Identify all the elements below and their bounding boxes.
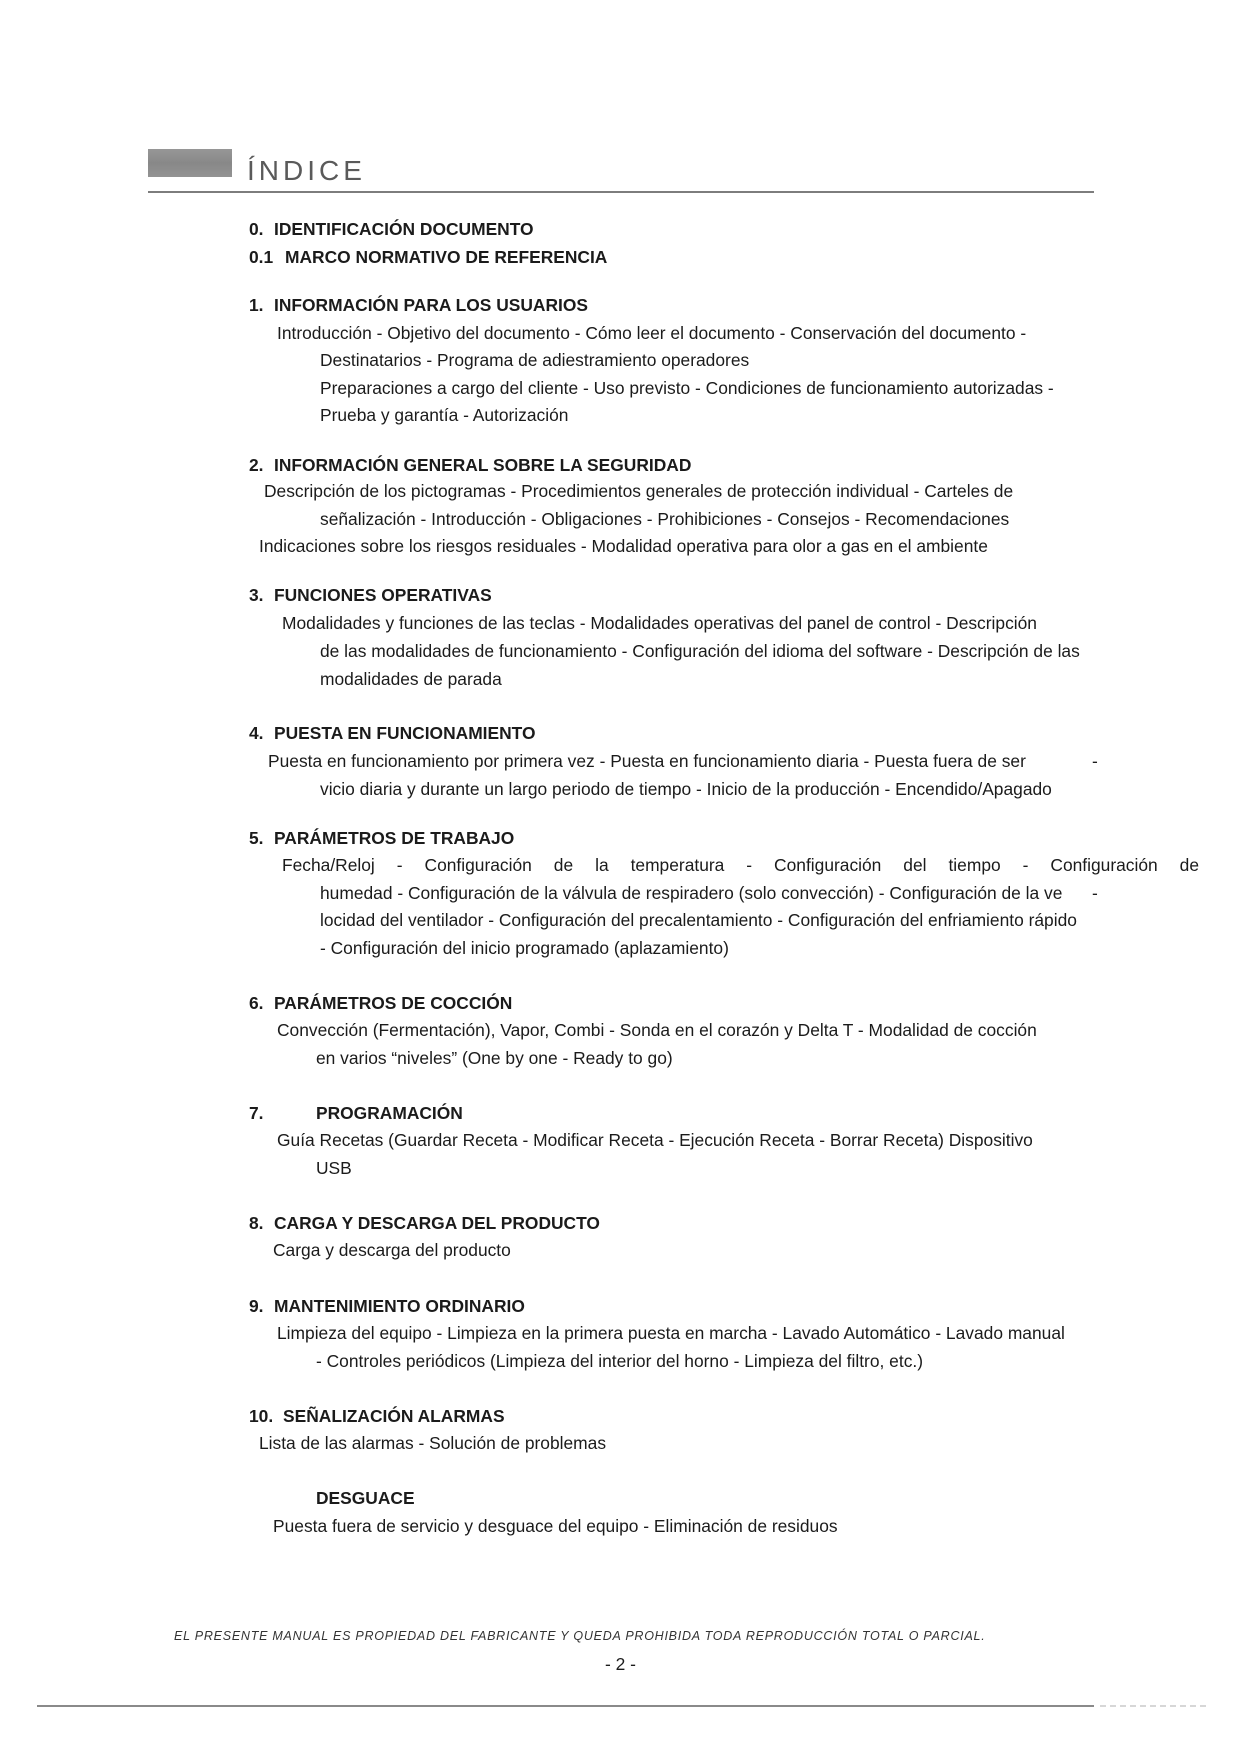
toc-entry-number: 6. — [249, 993, 264, 1013]
toc-entry-line: Introducción - Objetivo del documento - Cómo leer el documento - Conservación del documento - — [277, 323, 1027, 343]
toc-entry-title: DESGUACE — [316, 1488, 415, 1508]
toc-entry-line: vicio diaria y durante un largo periodo de tiempo - Inicio de la producción - Encendido/Apagado — [320, 779, 1052, 799]
toc-entry-line: Lista de las alarmas - Solución de problemas — [259, 1433, 607, 1453]
header-gray-block — [148, 149, 232, 177]
toc-entry-number: 7. — [249, 1103, 264, 1123]
header-divider — [148, 191, 1094, 193]
toc-entry-number: 1. — [249, 295, 264, 315]
toc-entry-number: 2. — [249, 455, 264, 475]
toc-entry-line: Limpieza del equipo - Limpieza en la primera puesta en marcha - Lavado Automático - Lavado manual — [277, 1323, 1065, 1343]
toc-entry-number: 9. — [249, 1296, 264, 1316]
toc-entry-title: PUESTA EN FUNCIONAMIENTO — [274, 723, 536, 743]
toc-entry-line: modalidades de parada — [320, 669, 502, 689]
toc-entry-line-tail: - — [1092, 883, 1098, 903]
toc-entry-title: PARÁMETROS DE TRABAJO — [274, 828, 515, 848]
toc-entry-line: Destinatarios - Programa de adiestramiento operadores — [320, 350, 750, 370]
toc-entry-title: CARGA Y DESCARGA DEL PRODUCTO — [274, 1213, 600, 1233]
toc-entry-line: Modalidades y funciones de las teclas - Modalidades operativas del panel de control - Descripción — [282, 613, 1037, 633]
toc-entry-line: Preparaciones a cargo del cliente - Uso previsto - Condiciones de funcionamiento autorizadas - — [320, 378, 1054, 398]
toc-entry-line: Guía Recetas (Guardar Receta - Modificar Receta - Ejecución Receta - Borrar Receta) Dispositivo — [277, 1130, 1033, 1150]
toc-entry-line: - Configuración del inicio programado (aplazamiento) — [320, 938, 729, 958]
toc-entry-line: señalización - Introducción - Obligaciones - Prohibiciones - Consejos - Recomendaciones — [320, 509, 1010, 529]
toc-entry-line: de las modalidades de funcionamiento - Configuración del idioma del software - Descripción de las — [320, 641, 1080, 661]
toc-entry-line: locidad del ventilador - Configuración del precalentamiento - Configuración del enfriamiento rápido — [320, 910, 1077, 930]
toc-entry-line: Convección (Fermentación), Vapor, Combi - Sonda en el corazón y Delta T - Modalidad de cocción — [277, 1020, 1037, 1040]
toc-entry-line: Puesta fuera de servicio y desguace del equipo - Eliminación de residuos — [273, 1516, 838, 1536]
toc-entry-title: FUNCIONES OPERATIVAS — [274, 585, 492, 605]
toc-entry-title: MARCO NORMATIVO DE REFERENCIA — [285, 247, 608, 267]
toc-entry-number: 0.1 — [249, 247, 274, 267]
scan-artifact — [1100, 1705, 1206, 1707]
toc-entry-line: Descripción de los pictogramas - Procedimientos generales de protección individual - Carteles de — [264, 481, 1014, 501]
toc-entry-title: SEÑALIZACIÓN ALARMAS — [283, 1406, 505, 1426]
copyright-notice: EL PRESENTE MANUAL ES PROPIEDAD DEL FABRICANTE Y QUEDA PROHIBIDA TODA REPRODUCCIÓN TOTAL O PARCIAL. — [174, 1629, 986, 1643]
toc-entry-line: Carga y descarga del producto — [273, 1240, 511, 1260]
toc-entry-title: PROGRAMACIÓN — [316, 1103, 463, 1123]
toc-entry-number: 10. — [249, 1406, 274, 1426]
toc-entry-title: PARÁMETROS DE COCCIÓN — [274, 993, 513, 1013]
toc-entry-number: 5. — [249, 828, 264, 848]
toc-entry-title: MANTENIMIENTO ORDINARIO — [274, 1296, 525, 1316]
toc-entry-line: humedad - Configuración de la válvula de respiradero (solo convección) - Configuración de la ve — [320, 883, 1063, 903]
toc-entry-number: 4. — [249, 723, 264, 743]
toc-entry-title: INFORMACIÓN GENERAL SOBRE LA SEGURIDAD — [274, 455, 692, 475]
toc-entry-line: Puesta en funcionamiento por primera vez - Puesta en funcionamiento diaria - Puesta fuera de ser — [268, 751, 1026, 771]
toc-entry-line: - Controles periódicos (Limpieza del interior del horno - Limpieza del filtro, etc.) — [316, 1351, 924, 1371]
toc-entry-title: IDENTIFICACIÓN DOCUMENTO — [274, 219, 534, 239]
toc-entry-line: Prueba y garantía - Autorización — [320, 405, 569, 425]
toc-entry-line: USB — [316, 1158, 352, 1178]
toc-entry-number: 0. — [249, 219, 264, 239]
toc-entry-line: Fecha/Reloj - Configuración de la temperatura - Configuración del tiempo - Configuración de — [282, 855, 1199, 875]
page-number: - 2 - — [605, 1654, 636, 1674]
toc-entry-title: INFORMACIÓN PARA LOS USUARIOS — [274, 295, 588, 315]
toc-entry-line-tail: - — [1092, 751, 1098, 771]
footer-divider — [37, 1705, 1094, 1707]
toc-entry-line: Indicaciones sobre los riesgos residuales - Modalidad operativa para olor a gas en el ambiente — [259, 536, 988, 556]
toc-entry-number: 3. — [249, 585, 264, 605]
toc-entry-line: en varios “niveles” (One by one - Ready to go) — [316, 1048, 673, 1068]
page-title: ÍNDICE — [247, 155, 366, 186]
toc-entry-number: 8. — [249, 1213, 264, 1233]
